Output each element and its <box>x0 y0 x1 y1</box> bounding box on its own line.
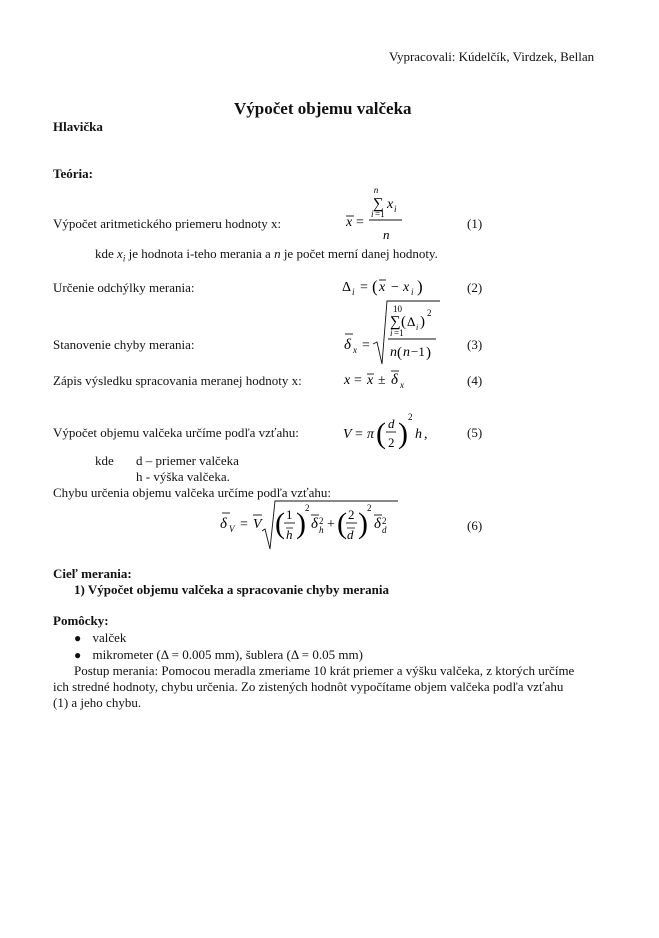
svg-text:=1: =1 <box>375 209 385 219</box>
procedure-line-1: Postup merania: Pomocou meradla zmeriame 10 krát priemer a výšku valčeka, z ktorých určíme <box>74 663 575 678</box>
svg-text:n: n <box>390 345 397 360</box>
page-title: Výpočet objemu valčeka <box>234 99 412 118</box>
svg-text:x: x <box>379 280 386 295</box>
formula-mean <box>336 184 416 246</box>
equation-number-2: (2) <box>467 280 483 295</box>
svg-text:2: 2 <box>367 503 372 513</box>
svg-text:x: x <box>387 197 394 212</box>
svg-text:i: i <box>390 328 393 338</box>
kde-label: kde <box>95 453 114 468</box>
d-description: d – priemer valčeka <box>136 453 239 468</box>
h-description: h - výška valčeka. <box>136 469 230 484</box>
theory-text-1: Výpočet aritmetického priemeru hodnoty x: <box>53 216 282 231</box>
svg-text:+: + <box>327 517 335 532</box>
svg-text:δ: δ <box>391 372 398 388</box>
svg-text:(: ( <box>401 314 406 330</box>
section-header: Hlavička <box>53 119 103 134</box>
svg-text:π: π <box>367 427 375 442</box>
svg-text:(: ( <box>397 345 402 361</box>
svg-text:(: ( <box>337 507 347 540</box>
svg-text:n: n <box>383 227 390 242</box>
svg-text:=: = <box>360 280 368 295</box>
equation-number-6: (6) <box>467 518 483 533</box>
svg-text:(: ( <box>376 417 386 450</box>
svg-text:d: d <box>388 416 395 431</box>
bullet-icon: ● <box>74 648 82 662</box>
theory-text-3: Stanovenie chyby merania: <box>53 337 195 352</box>
svg-text:=: = <box>355 427 363 442</box>
bullet-icon: ● <box>74 631 82 645</box>
svg-text:±: ± <box>378 373 386 388</box>
equation-number-4: (4) <box>467 373 483 388</box>
svg-text:2: 2 <box>408 412 413 422</box>
formula-volume-error <box>216 497 416 553</box>
svg-text:2: 2 <box>388 435 395 450</box>
svg-text:i: i <box>352 287 355 297</box>
svg-text:x: x <box>353 345 357 355</box>
svg-text:i: i <box>416 323 419 332</box>
svg-text:−1: −1 <box>411 344 425 359</box>
svg-text:x: x <box>346 215 353 230</box>
formula-deviation <box>340 270 450 300</box>
svg-text:=: = <box>362 338 370 353</box>
svg-text:δ: δ <box>344 337 351 353</box>
svg-text:V: V <box>343 427 352 442</box>
svg-text:n: n <box>373 185 379 195</box>
svg-text:V: V <box>253 517 262 532</box>
svg-text:): ) <box>420 314 425 330</box>
formula-result <box>342 365 422 395</box>
svg-text:,: , <box>424 427 428 442</box>
svg-text:x: x <box>367 373 374 388</box>
svg-text:d: d <box>382 525 387 535</box>
svg-text:=: = <box>240 517 248 532</box>
svg-text:2: 2 <box>427 308 432 318</box>
theory-text-2: Určenie odchýlky merania: <box>53 280 195 295</box>
equation-number-3: (3) <box>467 337 483 352</box>
svg-text:=: = <box>354 373 362 388</box>
procedure-line-2: ich stredné hodnoty, chybu určenia. Zo zistených hodnôt vypočítame objem valčeka podľa vzťahu <box>53 679 564 694</box>
svg-text:Δ: Δ <box>342 280 352 295</box>
goal-item: 1) Výpočet objemu valčeka a spracovanie chyby merania <box>74 582 389 597</box>
svg-text:x: x <box>403 280 410 295</box>
theory-text-5: Výpočet objemu valčeka určíme podľa vzťahu: <box>53 425 299 440</box>
svg-text:10: 10 <box>393 304 402 314</box>
svg-text:∑: ∑ <box>390 314 401 330</box>
svg-text:2: 2 <box>382 516 387 526</box>
formula-error <box>340 298 450 368</box>
section-theory: Teória: <box>53 166 93 181</box>
svg-text:): ) <box>426 345 431 361</box>
svg-text:∑: ∑ <box>373 196 384 212</box>
svg-text:x: x <box>344 373 351 388</box>
svg-text:δ: δ <box>374 516 381 532</box>
svg-text:Δ: Δ <box>407 314 416 329</box>
section-tools: Pomôcky: <box>53 613 109 628</box>
svg-text:i: i <box>394 204 397 214</box>
theory-note-1: kde $x_i$ je hodnota i-teho merania a n je počet merní danej hodnoty. <box>95 246 438 264</box>
list-item: ● mikrometer (Δ = 0.005 mm), šublera (Δ = 0.05 mm) <box>74 647 363 662</box>
theory-text-6: Chybu určenia objemu valčeka určíme podľa vzťahu: <box>53 485 331 500</box>
procedure-line-3: (1) a jeho chybu. <box>53 695 142 710</box>
list-item: ● valček <box>74 630 127 645</box>
svg-text:(: ( <box>372 277 378 296</box>
svg-text:x: x <box>400 380 404 390</box>
authors: Vypracovali: Kúdelčík, Virdzek, Bellan <box>389 49 595 64</box>
svg-text:i: i <box>411 287 414 297</box>
svg-text:−: − <box>391 280 399 295</box>
svg-text:2: 2 <box>319 516 324 526</box>
svg-text:h: h <box>319 525 324 535</box>
svg-text:h: h <box>415 427 422 442</box>
svg-text:δ: δ <box>220 516 227 532</box>
svg-text:i: i <box>371 209 374 219</box>
svg-text:h: h <box>286 527 293 542</box>
formula-volume <box>340 408 440 456</box>
svg-text:): ) <box>296 507 306 540</box>
svg-text:(: ( <box>275 507 285 540</box>
svg-text:): ) <box>417 277 423 296</box>
svg-text:δ: δ <box>311 516 318 532</box>
theory-text-4: Zápis výsledku spracovania meranej hodnoty x: <box>53 373 302 388</box>
svg-text:V: V <box>229 524 235 534</box>
section-goal: Cieľ merania: <box>53 566 132 581</box>
svg-text:=: = <box>356 215 364 230</box>
equation-number-1: (1) <box>467 216 483 231</box>
svg-text:2: 2 <box>305 503 310 513</box>
svg-text:n: n <box>403 345 410 360</box>
equation-number-5: (5) <box>467 425 483 440</box>
svg-text:): ) <box>358 507 368 540</box>
svg-text:): ) <box>398 417 408 450</box>
svg-text:d: d <box>347 527 354 542</box>
svg-text:=1: =1 <box>394 328 404 338</box>
svg-text:2: 2 <box>348 507 355 522</box>
svg-text:1: 1 <box>286 507 293 522</box>
